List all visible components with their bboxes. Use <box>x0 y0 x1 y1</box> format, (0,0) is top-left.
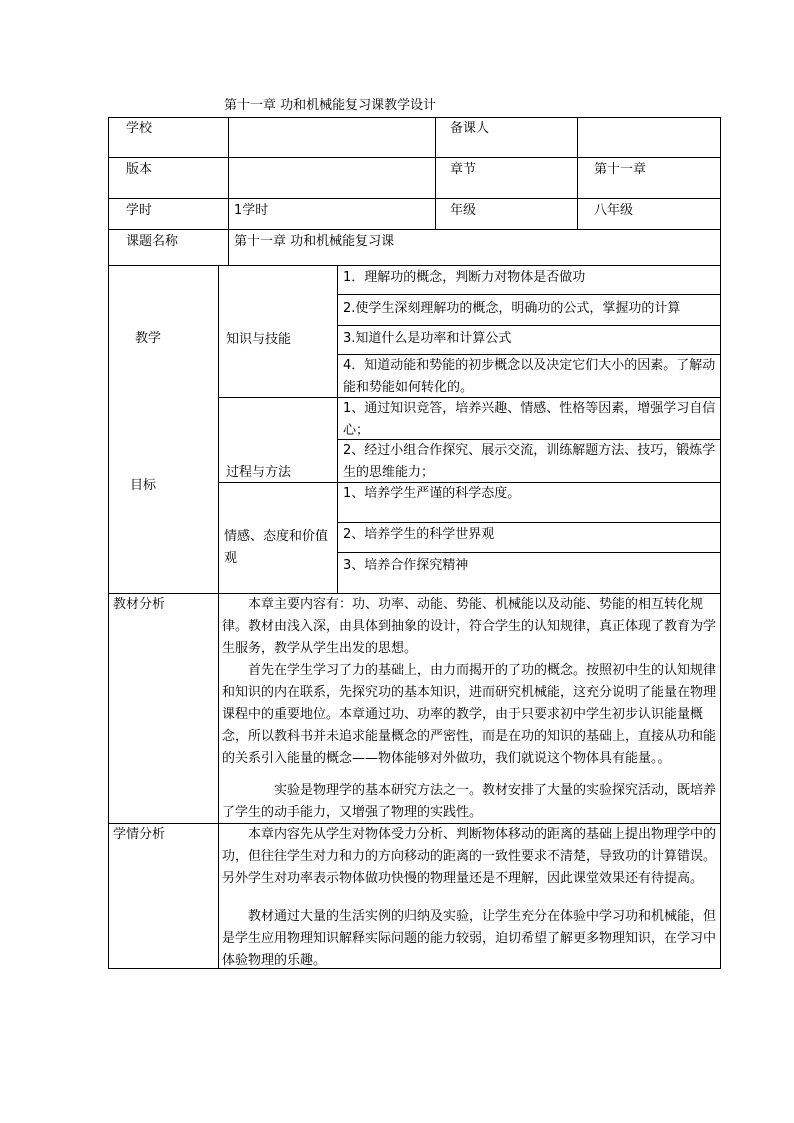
grade-value: 八年级 <box>594 203 634 218</box>
goals-label-top: 教学 <box>135 331 162 346</box>
row-divider <box>337 552 721 553</box>
knowledge-label: 知识与技能 <box>226 332 292 347</box>
emotion-item-2: 2、培养学生的科学世界观 <box>343 527 495 542</box>
student-analysis-label: 学情分析 <box>113 827 166 842</box>
goals-label-bottom: 目标 <box>130 478 157 493</box>
emotion-label: 情感、态度和价值观 <box>224 529 329 566</box>
material-analysis-p3: 实验是物理学的基本研究方法之一。教材安排了大量的实验探究活动，既培养了学生的动手能力，又增强了物理的实践性。 <box>222 783 717 820</box>
col-divider <box>577 117 578 230</box>
grade-label: 年级 <box>450 203 477 218</box>
row-divider <box>337 325 721 326</box>
col-divider <box>228 117 229 266</box>
student-analysis-p1: 本章内容先从学生对物体受力分析、判断物体移动的距离的基础上提出物理学中的功，但往往学生对力和力的方向移动的距离的一致性要求不清楚，导致功的计算错误。另外学生对功率表示物体做功快慢的物理量还是不理解，因此课堂效果还有待提高。 <box>222 827 717 886</box>
chapter-label: 章节 <box>450 162 477 177</box>
student-analysis-p2: 教材通过大量的生活实例的归纳及实验，让学生充分在体验中学习功和机械能，但是学生应用物理知识解释实际问题的能力较弱，迫切希望了解更多物理知识，在学习中体验物理的乐趣。 <box>222 909 717 968</box>
process-label: 过程与方法 <box>226 465 292 480</box>
row-divider <box>337 522 721 523</box>
knowledge-item-1: 1．理解功的概念，判断力对物体是否做功 <box>343 270 586 285</box>
process-item-1: 1、通过知识竞答，培养兴趣、情感、性格等因素，增强学习自信心； <box>343 401 716 438</box>
emotion-item-3: 3、培养合作探究精神 <box>343 558 469 573</box>
col-divider <box>435 117 436 230</box>
col-divider <box>218 265 219 969</box>
row-divider <box>108 157 721 158</box>
process-item-2: 2、经过小组合作探究、展示交流，训练解题方法、技巧，锻炼学生的思维能力； <box>343 443 716 480</box>
col-divider <box>337 265 338 594</box>
topic-value: 第十一章 功和机械能复习课 <box>234 234 395 249</box>
table-border-right <box>720 117 721 969</box>
topic-label: 课题名称 <box>126 234 179 249</box>
row-divider <box>108 229 721 230</box>
table-border-top <box>108 117 721 118</box>
material-analysis-p1: 本章主要内容有：功、功率、动能、势能、机械能以及动能、势能的相互转化规律。教材由浅入深，由具体到抽象的设计，符合学生的认知规律，真正体现了教育为学生服务，教学从学生出发的思想。 <box>222 597 717 656</box>
row-divider <box>108 265 721 266</box>
row-divider <box>337 294 721 295</box>
document-title: 第十一章 功和机械能复习课教学设计 <box>224 98 437 113</box>
hours-value: 1学时 <box>234 203 269 218</box>
edition-label: 版本 <box>126 162 153 177</box>
school-label: 学校 <box>126 121 153 136</box>
emotion-item-1: 1、培养学生严谨的科学态度。 <box>343 486 521 501</box>
row-divider <box>108 198 721 199</box>
knowledge-item-2: 2.使学生深刻理解功的概念，明确功的公式，掌握功的计算 <box>343 301 681 316</box>
knowledge-item-3: 3.知道什么是功率和计算公式 <box>343 331 512 346</box>
preparer-label: 备课人 <box>450 121 490 136</box>
knowledge-item-4: 4．知道动能和势能的初步概念以及决定它们大小的因素。了解动能和势能如何转化的。 <box>343 358 716 395</box>
material-analysis-label: 教材分析 <box>113 597 166 612</box>
table-border-left <box>108 117 109 969</box>
material-analysis-p2: 首先在学生学习了力的基础上，由力而揭开的了功的概念。按照初中生的认知规律和知识的内在联系，先探究功的基本知识，进而研究机械能，这充分说明了能量在物理课程中的重要地位。本章通过功、功率的教学，由于只要求初中学生初步认识能量概念，所以教科书并未追求能量概念的严密性，而是在功的知识的基础上，直接从功和能的关系引入能量的概念——物体能够对外做功，我们就说这个物体具有能量。。 <box>222 663 717 766</box>
chapter-value: 第十一章 <box>594 162 647 177</box>
hours-label: 学时 <box>126 203 153 218</box>
